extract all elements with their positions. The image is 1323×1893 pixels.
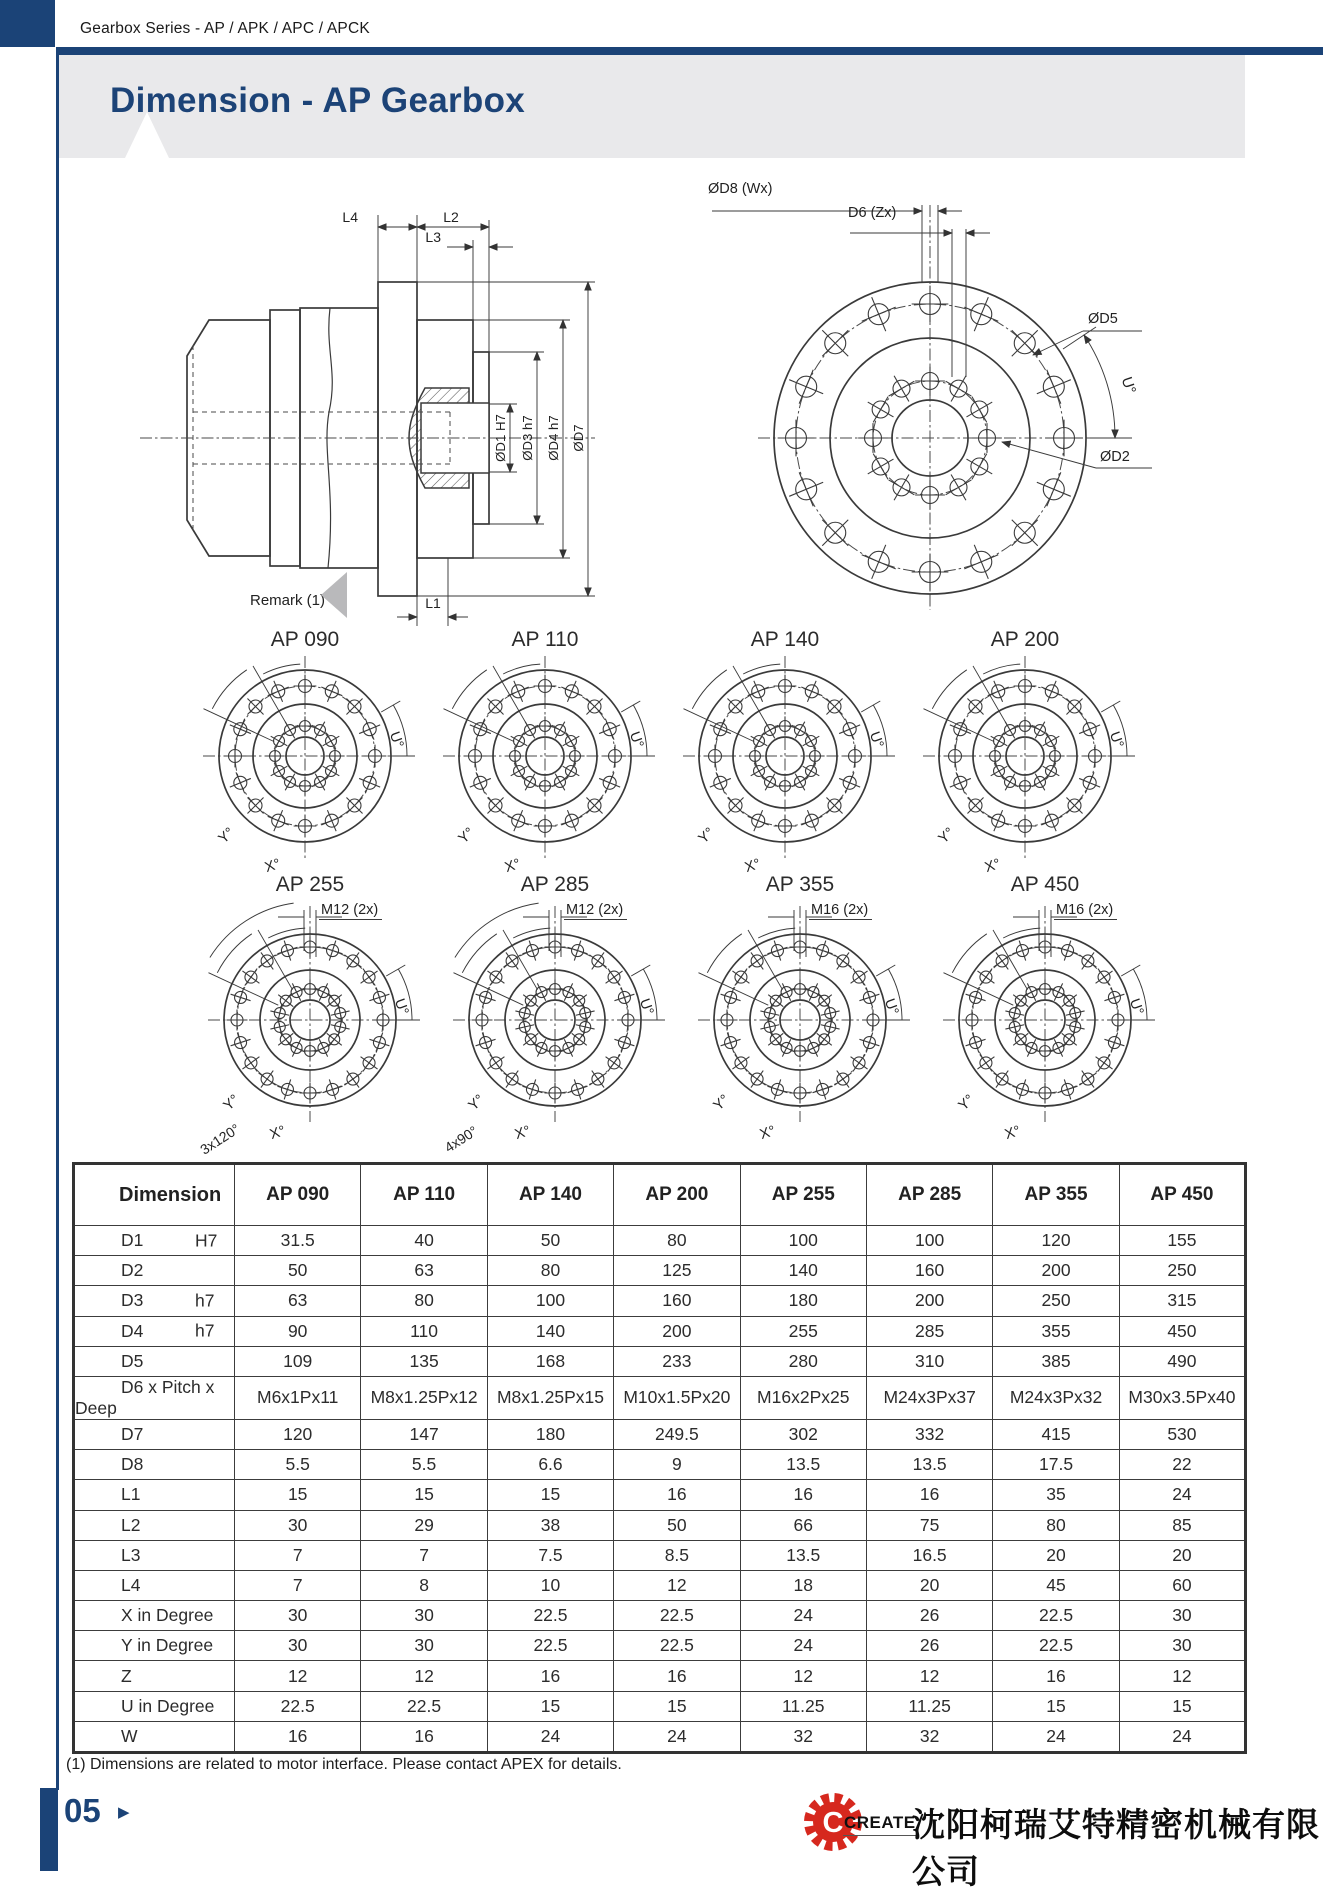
angle-label-x: X° [1002, 1122, 1023, 1144]
table-cell: 168 [487, 1346, 613, 1376]
angle-label-u: U° [625, 729, 647, 751]
table-cell: 85 [1119, 1510, 1245, 1540]
row-label-cell [74, 1450, 235, 1480]
column-header-model: AP 355 [993, 1164, 1119, 1226]
table-cell: 13.5 [866, 1450, 992, 1480]
table-cell: 125 [614, 1256, 740, 1286]
footnote: (1) Dimensions are related to motor interface. Please contact APEX for details. [66, 1756, 622, 1773]
row-label-cell [74, 1661, 235, 1691]
flange-title: AP 110 [511, 628, 579, 651]
row-label: W [121, 1725, 138, 1746]
table-cell: 80 [614, 1226, 740, 1256]
flange-title: AP 200 [990, 628, 1060, 651]
flange-drawing [187, 654, 423, 890]
table-cell: 255 [740, 1316, 866, 1346]
table-cell: 15 [487, 1480, 613, 1510]
row-tolerance-suffix: H7 [195, 1230, 218, 1251]
table-cell: 15 [614, 1691, 740, 1721]
column-header-model: AP 090 [235, 1164, 361, 1226]
dim-label-l3: L3 [425, 229, 441, 245]
table-cell: 20 [866, 1570, 992, 1600]
table-cell: 9 [614, 1450, 740, 1480]
table-cell: 30 [1119, 1601, 1245, 1631]
row-label: X in Degree [121, 1605, 214, 1626]
table-cell: 332 [866, 1419, 992, 1449]
row-label: D1 [121, 1230, 144, 1251]
table-cell: 530 [1119, 1419, 1245, 1449]
table-cell: 140 [740, 1256, 866, 1286]
dim-label-d3: ØD3 h7 [520, 415, 535, 461]
flange-title: AP 450 [1010, 873, 1080, 896]
table-cell: 233 [614, 1346, 740, 1376]
dim-label-d2: ØD2 [1100, 449, 1130, 465]
table-cell: 22.5 [487, 1631, 613, 1661]
remark-label: Remark (1) [250, 592, 326, 609]
row-label-cell [74, 1316, 235, 1346]
table-cell: 24 [614, 1721, 740, 1752]
table-cell: 8.5 [614, 1540, 740, 1570]
table-row [74, 1601, 1246, 1631]
row-label-cell [74, 1570, 235, 1600]
table-row [74, 1256, 1246, 1286]
row-label: D4 [121, 1320, 144, 1341]
row-label: D8 [121, 1454, 144, 1475]
table-cell: 24 [1119, 1721, 1245, 1752]
table-cell: 7.5 [487, 1540, 613, 1570]
row-label-cell [74, 1540, 235, 1570]
angle-label-y: Y° [465, 1091, 488, 1115]
angle-label-u: U° [635, 996, 657, 1018]
table-cell: 11.25 [740, 1691, 866, 1721]
row-label: D6 x Pitch x Deep [75, 1376, 215, 1418]
flange-drawing [682, 899, 918, 1161]
table-cell: 15 [235, 1480, 361, 1510]
table-row [74, 1540, 1246, 1570]
angle-pattern-label: 3x120° [197, 1120, 243, 1158]
table-cell: 90 [235, 1316, 361, 1346]
angle-label-x: X° [512, 1122, 533, 1144]
front-view-dimensions [700, 165, 1260, 615]
company-name: 沈阳柯瑞艾特精密机械有限公司 [912, 1806, 1320, 1890]
table-cell: 285 [866, 1316, 992, 1346]
row-label-cell [74, 1691, 235, 1721]
angle-label-y: Y° [935, 824, 958, 848]
column-header-model: AP 450 [1119, 1164, 1245, 1226]
table-cell: 24 [740, 1601, 866, 1631]
row-label-cell [74, 1346, 235, 1376]
table-cell: 16 [614, 1661, 740, 1691]
table-cell: 50 [487, 1226, 613, 1256]
table-cell: 12 [235, 1661, 361, 1691]
flange-drawing [667, 654, 903, 890]
row-label: D5 [121, 1350, 144, 1371]
table-cell: 5.5 [361, 1450, 487, 1480]
table-row [74, 1721, 1246, 1752]
flange-title: AP 355 [765, 873, 835, 896]
row-label: D2 [121, 1260, 144, 1281]
table-cell: 16.5 [866, 1540, 992, 1570]
flange-drawing [437, 899, 673, 1161]
angle-label-x: X° [267, 1122, 288, 1144]
flange-view-ap110 [427, 628, 663, 890]
table-cell: 16 [866, 1480, 992, 1510]
table-cell: 31.5 [235, 1226, 361, 1256]
table-row [74, 1346, 1246, 1376]
table-row [74, 1691, 1246, 1721]
table-cell: 8 [361, 1570, 487, 1600]
screw-spec-label: M16 (2x) [809, 902, 872, 920]
table-cell: M8x1.25Px15 [487, 1376, 613, 1419]
table-cell: 29 [361, 1510, 487, 1540]
dim-label-d6: D6 (Zx) [848, 205, 897, 221]
table-cell: 16 [235, 1721, 361, 1752]
table-cell: 80 [993, 1510, 1119, 1540]
dim-label-l2: L2 [443, 209, 459, 225]
table-row [74, 1631, 1246, 1661]
table-cell: 32 [866, 1721, 992, 1752]
row-label-cell [74, 1601, 235, 1631]
table-row [74, 1226, 1246, 1256]
table-row [74, 1480, 1246, 1510]
table-row [74, 1316, 1246, 1346]
table-cell: 22.5 [993, 1601, 1119, 1631]
flange-view-ap140 [667, 628, 903, 890]
row-label: L3 [121, 1544, 141, 1565]
table-cell: 7 [361, 1540, 487, 1570]
table-cell: 180 [740, 1286, 866, 1316]
angle-label-y: Y° [710, 1091, 733, 1115]
table-cell: 12 [740, 1661, 866, 1691]
table-cell: 15 [1119, 1691, 1245, 1721]
row-label: D7 [121, 1424, 144, 1445]
flange-title: AP 285 [520, 873, 590, 896]
row-label-cell [74, 1286, 235, 1316]
arrow-right-icon: ▶ [118, 1804, 130, 1821]
table-cell: 200 [614, 1316, 740, 1346]
row-label-cell [74, 1226, 235, 1256]
column-header-model: AP 200 [614, 1164, 740, 1226]
table-cell: 30 [235, 1631, 361, 1661]
table-cell: 120 [235, 1419, 361, 1449]
row-label-cell [74, 1256, 235, 1286]
table-cell: 24 [1119, 1480, 1245, 1510]
row-label: Y in Degree [121, 1635, 214, 1656]
table-cell: 120 [993, 1226, 1119, 1256]
dimension-table-grid [72, 1162, 1247, 1754]
table-cell: 20 [993, 1540, 1119, 1570]
angle-pattern-label: 4x90° [441, 1122, 481, 1156]
table-cell: 140 [487, 1316, 613, 1346]
column-header-dimension: Dimension [74, 1164, 235, 1226]
angle-label-u: U° [1105, 729, 1127, 751]
table-cell: 100 [740, 1226, 866, 1256]
flange-view-ap200 [907, 628, 1143, 890]
table-cell: 16 [993, 1661, 1119, 1691]
table-cell: 22.5 [614, 1601, 740, 1631]
table-cell: 15 [993, 1691, 1119, 1721]
table-cell: 302 [740, 1419, 866, 1449]
table-cell: 13.5 [740, 1540, 866, 1570]
table-cell: 26 [866, 1601, 992, 1631]
table-cell: 80 [487, 1256, 613, 1286]
dim-label-d4: ØD4 h7 [546, 415, 561, 461]
table-row [74, 1661, 1246, 1691]
row-label-cell [74, 1721, 235, 1752]
footer-accent-bar [40, 1788, 58, 1871]
row-label: L2 [121, 1514, 141, 1535]
table-cell: 45 [993, 1570, 1119, 1600]
row-label-cell [74, 1376, 235, 1419]
table-cell: 30 [361, 1601, 487, 1631]
table-cell: 110 [361, 1316, 487, 1346]
flange-title: AP 090 [270, 628, 340, 651]
gearbox-front-view-drawing [700, 165, 1260, 615]
table-cell: 22.5 [614, 1631, 740, 1661]
dim-label-d5: ØD5 [1088, 311, 1118, 327]
screw-spec-label: M12 (2x) [564, 902, 627, 920]
table-cell: M8x1.25Px12 [361, 1376, 487, 1419]
row-label: L1 [121, 1484, 141, 1505]
table-cell: 355 [993, 1316, 1119, 1346]
table-cell: 24 [993, 1721, 1119, 1752]
table-cell: 30 [235, 1601, 361, 1631]
row-tolerance-suffix: h7 [195, 1290, 215, 1311]
angle-label-u: U° [865, 729, 887, 751]
table-cell: 315 [1119, 1286, 1245, 1316]
table-cell: 16 [361, 1721, 487, 1752]
table-cell: 22.5 [487, 1601, 613, 1631]
table-cell: 24 [487, 1721, 613, 1752]
angle-label-y: Y° [455, 824, 478, 848]
table-cell: M24x3Px32 [993, 1376, 1119, 1419]
row-label: U in Degree [121, 1695, 215, 1716]
table-cell: 22 [1119, 1450, 1245, 1480]
screw-spec-label: M16 (2x) [1054, 902, 1117, 920]
angle-label-y: Y° [220, 1091, 243, 1115]
flange-view-ap355 [682, 873, 918, 1161]
row-label-cell [74, 1419, 235, 1449]
table-cell: 18 [740, 1570, 866, 1600]
table-row [74, 1570, 1246, 1600]
angle-label-y: Y° [215, 824, 238, 848]
angle-label-u: U° [880, 996, 902, 1018]
dim-label-d1: ØD1 H7 [493, 414, 508, 462]
table-cell: 250 [993, 1286, 1119, 1316]
table-cell: 16 [487, 1661, 613, 1691]
table-cell: M6x1Px11 [235, 1376, 361, 1419]
table-cell: 26 [866, 1631, 992, 1661]
table-cell: 22.5 [993, 1631, 1119, 1661]
table-cell: 50 [614, 1510, 740, 1540]
table-cell: 22.5 [235, 1691, 361, 1721]
table-cell: 50 [235, 1256, 361, 1286]
table-cell: 450 [1119, 1316, 1245, 1346]
column-header-model: AP 285 [866, 1164, 992, 1226]
table-cell: 200 [866, 1286, 992, 1316]
gearbox-side-section-drawing [125, 160, 710, 630]
table-cell: 160 [866, 1256, 992, 1286]
table-cell: 12 [361, 1661, 487, 1691]
left-margin-rule [56, 55, 59, 1790]
table-cell: 63 [235, 1286, 361, 1316]
table-cell: 16 [614, 1480, 740, 1510]
table-cell: M16x2Px25 [740, 1376, 866, 1419]
table-cell: 200 [993, 1256, 1119, 1286]
table-cell: 20 [1119, 1540, 1245, 1570]
page-number: 05 [64, 1792, 101, 1829]
title-band [59, 55, 1245, 158]
table-cell: M30x3.5Px40 [1119, 1376, 1245, 1419]
logo-wordmark: CREATE [843, 1813, 919, 1836]
table-row [74, 1286, 1246, 1316]
angle-label-x: X° [982, 855, 1003, 877]
column-header-model: AP 110 [361, 1164, 487, 1226]
remark-pointer-icon [321, 572, 347, 618]
table-cell: 109 [235, 1346, 361, 1376]
table-cell: 75 [866, 1510, 992, 1540]
table-cell: 7 [235, 1570, 361, 1600]
table-cell: 100 [866, 1226, 992, 1256]
row-label-cell [74, 1480, 235, 1510]
flange-drawing [927, 899, 1163, 1161]
row-label-cell [74, 1631, 235, 1661]
table-cell: 11.25 [866, 1691, 992, 1721]
table-cell: M10x1.5Px20 [614, 1376, 740, 1419]
table-cell: 30 [361, 1631, 487, 1661]
table-cell: 10 [487, 1570, 613, 1600]
table-row [74, 1510, 1246, 1540]
corner-accent-block [0, 0, 55, 47]
dim-label-l1: L1 [425, 595, 441, 611]
table-cell: 15 [361, 1480, 487, 1510]
table-cell: 15 [487, 1691, 613, 1721]
table-cell: 38 [487, 1510, 613, 1540]
row-tolerance-suffix: h7 [195, 1320, 215, 1341]
table-cell: 80 [361, 1286, 487, 1316]
table-cell: 5.5 [235, 1450, 361, 1480]
angle-label-x: X° [262, 855, 283, 877]
table-cell: 160 [614, 1286, 740, 1316]
angle-label-u: U° [385, 729, 407, 751]
angle-label-x: X° [742, 855, 763, 877]
table-cell: 16 [740, 1480, 866, 1510]
table-cell: 17.5 [993, 1450, 1119, 1480]
flange-drawing [907, 654, 1143, 890]
table-cell: 60 [1119, 1570, 1245, 1600]
table-cell: 180 [487, 1419, 613, 1449]
row-label: D3 [121, 1290, 144, 1311]
dimension-table [72, 1162, 1247, 1754]
flange-view-ap255 [192, 873, 428, 1161]
table-cell: 12 [1119, 1661, 1245, 1691]
table-cell: 40 [361, 1226, 487, 1256]
table-cell: 32 [740, 1721, 866, 1752]
angle-label-x: X° [502, 855, 523, 877]
angle-label-u: U° [390, 996, 412, 1018]
table-cell: 7 [235, 1540, 361, 1570]
table-cell: 22.5 [361, 1691, 487, 1721]
dim-label-l4: L4 [342, 209, 358, 225]
table-cell: 12 [614, 1570, 740, 1600]
svg-text:C: C [822, 1807, 844, 1839]
column-header-model: AP 255 [740, 1164, 866, 1226]
table-cell: 490 [1119, 1346, 1245, 1376]
table-cell: 249.5 [614, 1419, 740, 1449]
angle-label-u: U° [1125, 996, 1147, 1018]
angle-label-y: Y° [955, 1091, 978, 1115]
dim-label-d8: ØD8 (Wx) [708, 181, 773, 197]
table-cell: 415 [993, 1419, 1119, 1449]
table-cell: 63 [361, 1256, 487, 1286]
column-header-model: AP 140 [487, 1164, 613, 1226]
flange-view-ap450 [927, 873, 1163, 1161]
table-cell: 66 [740, 1510, 866, 1540]
flange-drawing [192, 899, 428, 1161]
table-cell: 280 [740, 1346, 866, 1376]
table-cell: 30 [1119, 1631, 1245, 1661]
table-cell: 35 [993, 1480, 1119, 1510]
table-row [74, 1419, 1246, 1449]
table-cell: 250 [1119, 1256, 1245, 1286]
table-cell: 13.5 [740, 1450, 866, 1480]
table-cell: M24x3Px37 [866, 1376, 992, 1419]
flange-title: AP 255 [275, 873, 345, 896]
table-cell: 135 [361, 1346, 487, 1376]
screw-spec-label: M12 (2x) [319, 902, 382, 920]
page-title: Dimension - AP Gearbox [110, 81, 526, 120]
table-cell: 24 [740, 1631, 866, 1661]
table-cell: 310 [866, 1346, 992, 1376]
row-label: L4 [121, 1574, 141, 1595]
dim-label-d7: ØD7 [571, 424, 586, 452]
table-cell: 6.6 [487, 1450, 613, 1480]
flange-view-ap285 [437, 873, 673, 1161]
angle-label-y: Y° [695, 824, 718, 848]
row-label-cell [74, 1510, 235, 1540]
table-row [74, 1376, 1246, 1419]
angle-label-x: X° [757, 1122, 778, 1144]
breadcrumb: Gearbox Series - AP / APK / APC / APCK [80, 20, 370, 37]
row-label: Z [121, 1665, 132, 1686]
flange-view-ap090 [187, 628, 423, 890]
table-cell: 155 [1119, 1226, 1245, 1256]
table-cell: 12 [866, 1661, 992, 1691]
table-cell: 100 [487, 1286, 613, 1316]
header-rule [56, 47, 1323, 55]
table-cell: 30 [235, 1510, 361, 1540]
table-row [74, 1450, 1246, 1480]
angle-label-u: U° [1117, 374, 1140, 397]
flange-title: AP 140 [750, 628, 820, 651]
flange-drawing [427, 654, 663, 890]
band-notch [125, 112, 169, 158]
table-cell: 147 [361, 1419, 487, 1449]
table-cell: 385 [993, 1346, 1119, 1376]
